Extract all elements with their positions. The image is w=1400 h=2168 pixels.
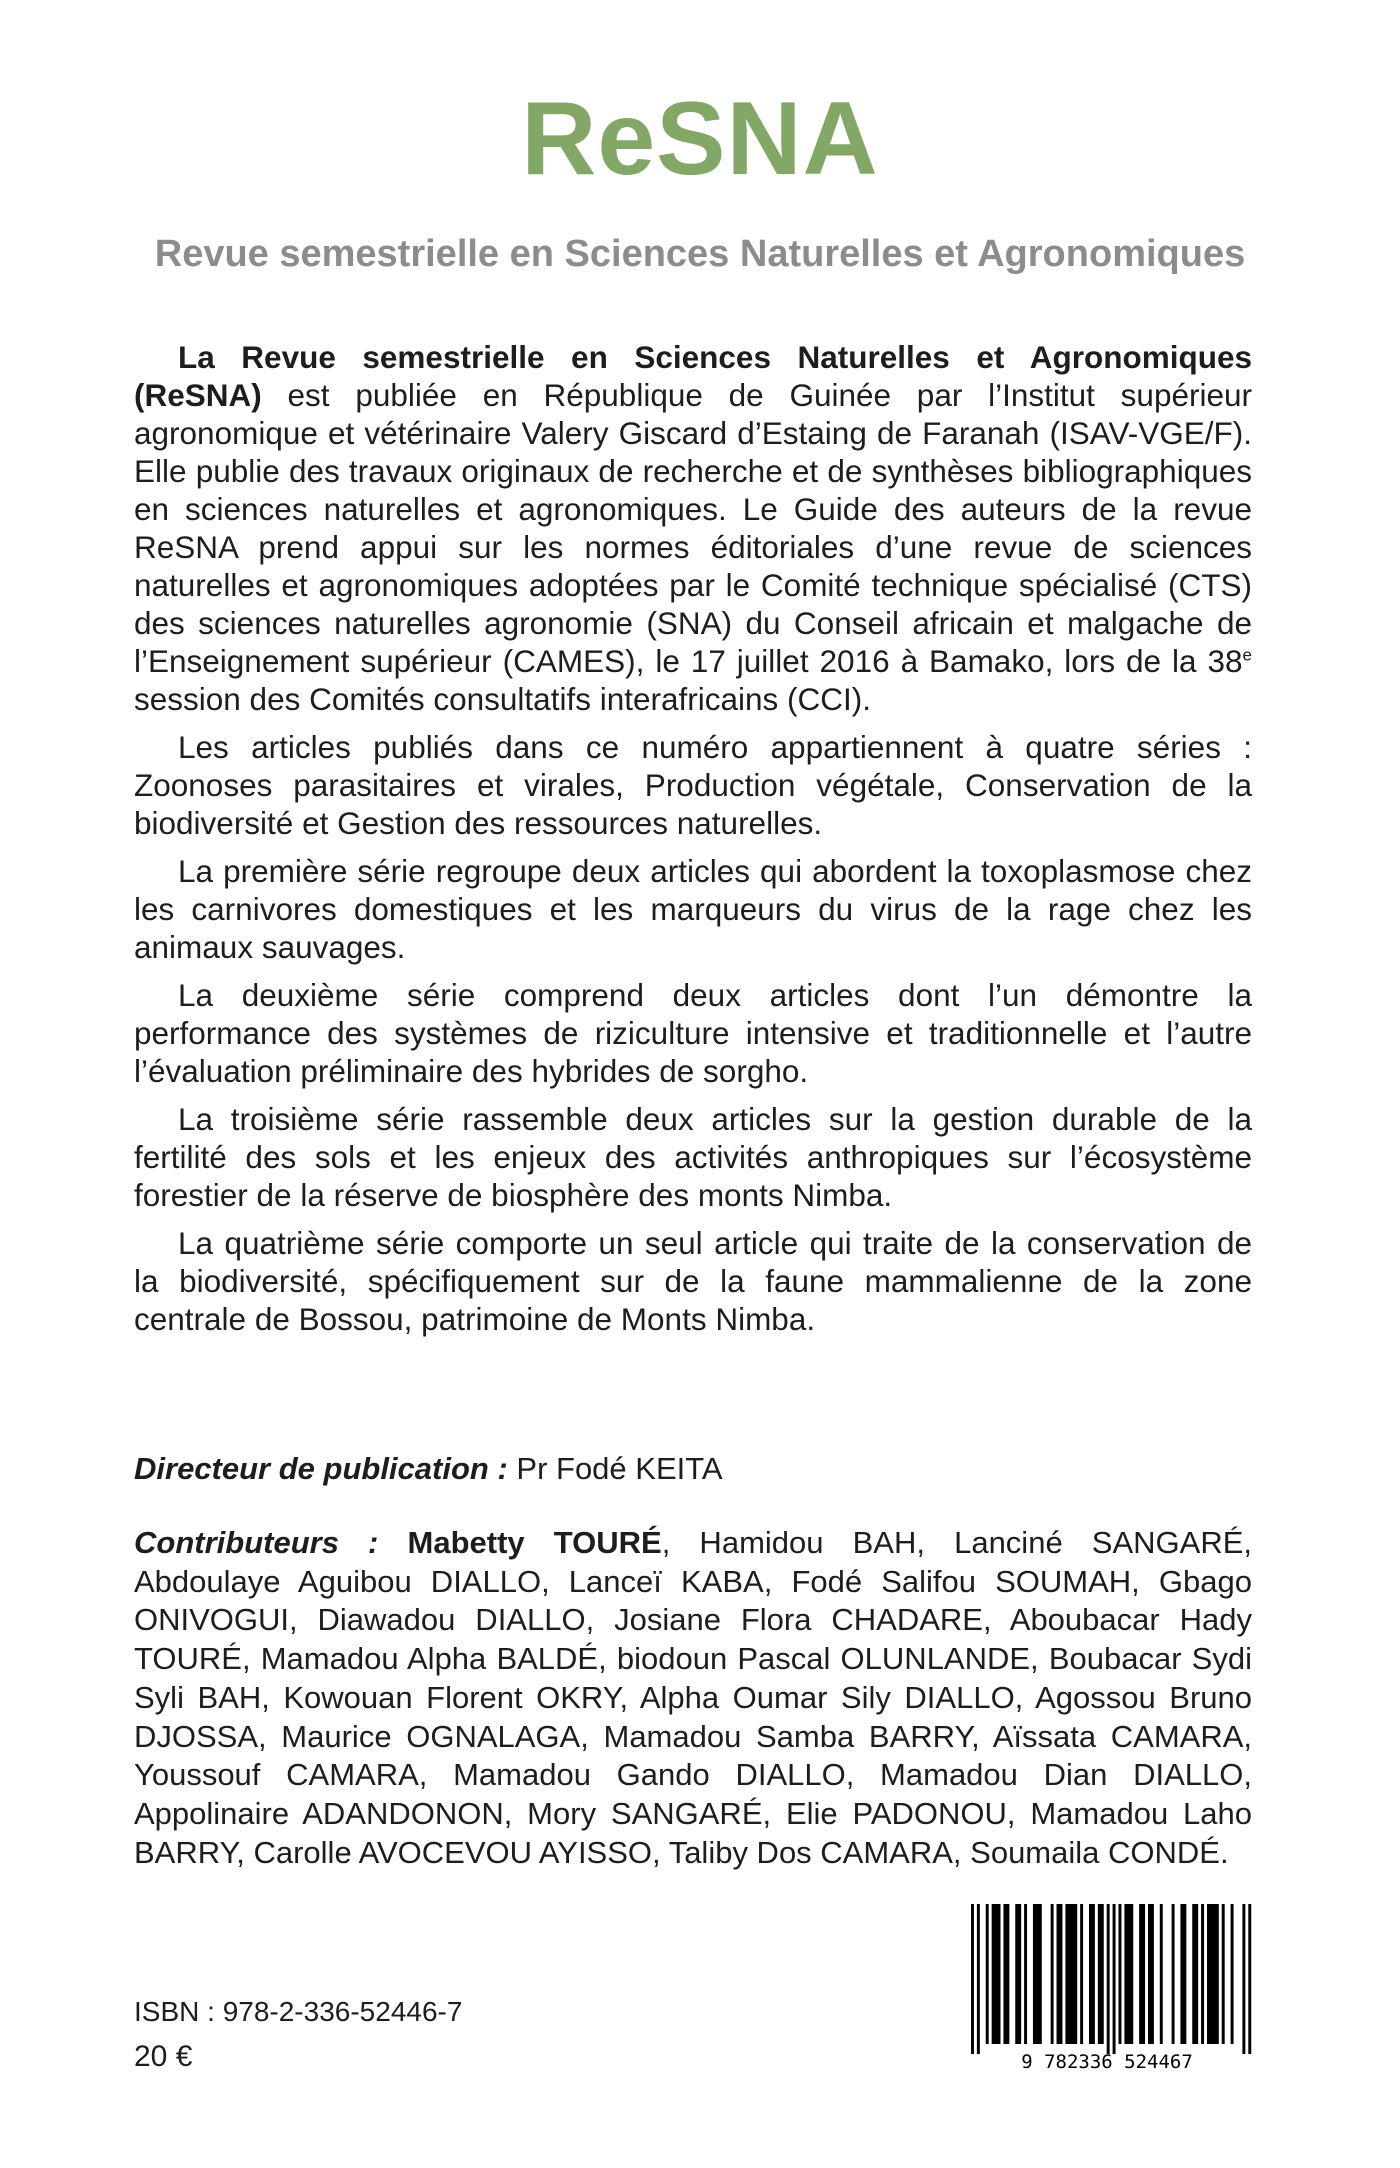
barcode-bar [1057,1904,1063,2044]
barcode-digits: 9 782336 524467 [1021,2051,1193,2073]
intro-text: est publiée en République de Guinée par l’Institut supérieur agronomique et vétérinaire Valery Giscard d’Estaing de Faranah (ISAV-VGE/F). Elle publie des travaux originaux de recherche et de synthèses bibliographiques en sciences naturelles et agronomiques. Le Guide des auteurs de la revue ReSNA prend appui sur les normes éditoriales d’une revue de sciences naturelles et agronomiques adoptées par le Comité technique spécialisé (CTS) des sciences naturelles agronomie (SNA) du Conseil africain et malgache de l’Enseignement supérieur (CAMES), le 17 juillet 2016 à Bamako, lors de la 38 [134,377,1252,679]
contributors-list: , Hamidou BAH, Lanciné SANGARÉ, Abdoulaye Aguibou DIALLO, Lanceï KABA, Fodé Salifou SOUMAH, Gbago ONIVOGUI, Diawadou DIALLO, Josiane Flora CHADARE, Aboubacar Hady TOURÉ, Mamadou Alpha BALDÉ, biodoun Pascal OLUNLANDE, Boubacar Sydi Syli BAH, Kowouan Florent OKRY, Alpha Oumar Sily DIALLO, Agossou Bruno DJOSSA, Maurice OGNALAGA, Mamadou Samba BARRY, Aïssata CAMARA, Youssouf CAMARA, Mamadou Gando DIALLO, Mamadou Dian DIALLO, Appolinaire ADANDONON, Mory SANGARÉ, Elie PADONOU, Mamadou Laho BARRY, Carolle AVOCEVOU AYISSO, Taliby Dos CAMARA, Soumaila CONDÉ. [134,1525,1253,1870]
contributors-lead-name: Mabetty TOURÉ [378,1525,662,1560]
barcode-bar [1201,1904,1204,2044]
barcode-bar [1222,1904,1225,2044]
barcode-bar [1065,1904,1077,2044]
intro-superscript: e [1242,645,1252,665]
barcode-bar [1024,1904,1027,2044]
series-three-paragraph: La troisième série rassemble deux articles sur la gestion durable de la fertilité des sols et les enjeux des activités anthropiques sur l’écosystème forestier de la réserve de biosphère des monts Nimba. [134,1101,1252,1213]
description-body [134,338,1252,1348]
barcode-bar [1139,1904,1145,2044]
barcode-bar [1124,1904,1133,2044]
barcode-image [957,1898,1257,2074]
barcode-bar [971,1904,974,2054]
barcode-bar [1192,1904,1198,2044]
isbn-number: ISBN : 978-2-336-52446-7 [134,1996,463,2027]
intro-bold-lead: La Revue semestrielle en Sciences Naturelles et Agronomiques (ReSNA) [134,339,1252,413]
barcode-bar [1003,1904,1009,2044]
journal-logo: ReSNA [521,81,879,197]
series-one-paragraph: La première série regroupe deux articles qui abordent la toxoplasmose chez les carnivores domestiques et les marqueurs du virus de la rage chez les animaux sauvages. [134,853,1252,965]
series-four-paragraph: La quatrième série comporte un seul article qui traite de la conservation de la biodiversité, spécifiquement sur de la faune mammalienne de la zone centrale de Bossou, patrimoine de Monts Nimba. [134,1225,1252,1337]
barcode-bar [986,1904,989,2044]
director-label: Directeur de publication : [134,1451,508,1486]
barcode-bar [1160,1904,1163,2044]
barcode-bar [1119,1904,1122,2044]
director-name: Pr Fodé KEITA [507,1451,723,1486]
barcode-bar [992,1904,1001,2044]
barcode-bar [1180,1904,1186,2044]
price: 20 € [134,2040,193,2073]
barcode-bar [1242,1904,1245,2054]
barcode-bar [1107,1904,1110,2054]
intro-paragraph [134,338,1252,718]
barcode-bar [1089,1904,1095,2044]
barcode-bar [1231,1904,1234,2044]
barcode-bar [1098,1904,1104,2044]
barcode-bar [1148,1904,1154,2044]
barcode-bar [1080,1904,1083,2044]
barcode-bar [1015,1904,1021,2044]
publication-director [134,1450,1252,1488]
barcode-bar [1248,1904,1251,2054]
contributors-label: Contributeurs : [134,1525,379,1560]
journal-subtitle: Revue semestrielle en Sciences Naturelles et Agronomiques [154,233,1246,275]
barcode-bar [1113,1904,1116,2054]
series-two-paragraph: La deuxième série comprend deux articles dont l’un démontre la performance des systèmes de riziculture intensive et traditionnelle et l’autre l’évaluation préliminaire des hybrides de sorgho. [134,977,1252,1089]
barcode-bar [977,1904,980,2054]
intro-text-end: session des Comités consultatifs interafricains (CCI). [134,681,872,717]
barcode-bar [1207,1904,1219,2044]
series-overview-paragraph: Les articles publiés dans ce numéro appartiennent à quatre séries : Zoonoses parasitaires et virales, Production végétale, Conservation de la biodiversité et Gestion des ressources naturelles. [134,729,1252,841]
contributors-block [134,1524,1252,1872]
barcode-bar [1033,1904,1042,2044]
barcode-bar [1051,1904,1054,2044]
barcode-bar [1172,1904,1175,2044]
